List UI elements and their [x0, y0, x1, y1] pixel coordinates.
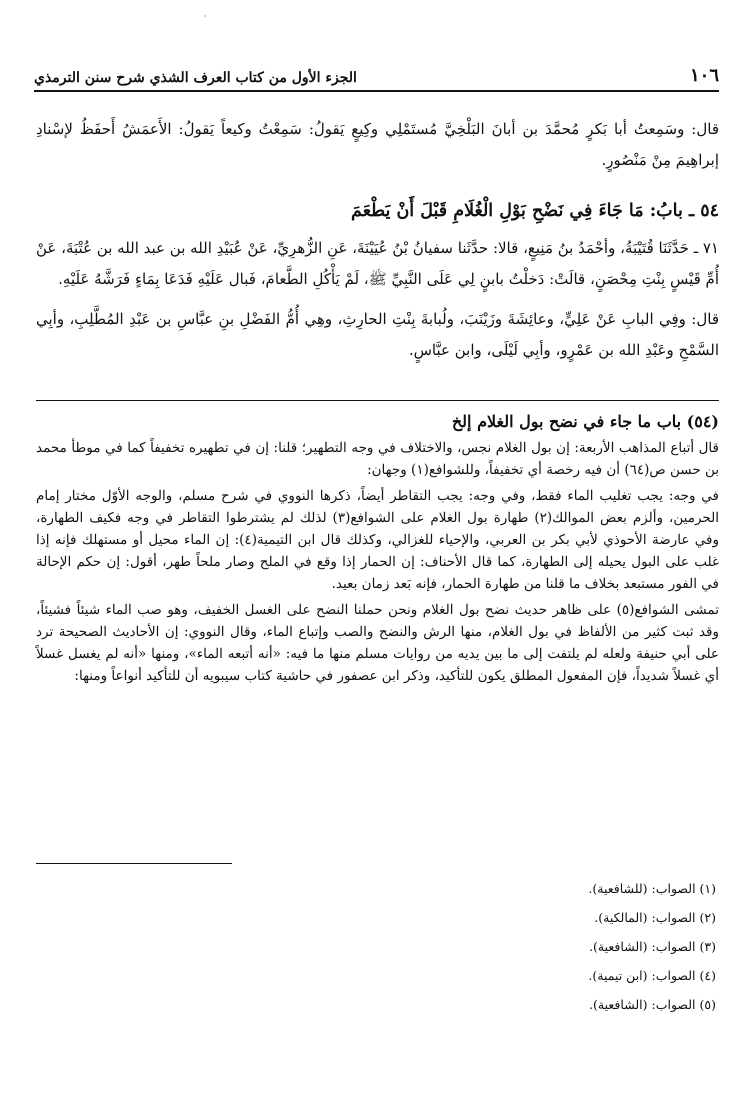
footnote: (٤) الصواب: (ابن تيمية). — [588, 968, 716, 983]
footnote: (٢) الصواب: (المالكية). — [594, 910, 716, 925]
commentary-paragraph: في وجه: يجب تغليب الماء فقط، وفي وجه: يجب التقاطر أيضاً، ذكرها النووي في شرح مسلم، والوجه الأوّل مختار إمام الحرمين، وألزم بعض الموالك(٢) طهارة بول الغلام على الشوافع(٣) لذلك لم يشترطوا التقاطر في وجه فكيف الطهارة، وفي عارضة الأحوذي لأبي بكر بن العربي، والإحياء للغزالي، وكذلك قال ابن التيمية(٤): إن الماء محيل أو مستهلك فإنه إذا غلب على البول يحيله إلى الطهارة، كما قال الأحناف: إن الحمار إذا وقع في الملح وصار ملحاً طهر، أقول: إن حكم الإحالة في الفور مستبعد بخلاف ما قلنا من طهارة الحمار، فإنه بَعد زمان بعيد. — [36, 488, 719, 592]
section-divider — [36, 400, 719, 401]
bab-note-paragraph: قال: وفِي البابِ عَنْ عَلِيٍّ، وعائِشَةَ وزَيْنَبَ، ولُبابةَ بِنْتِ الحارِثِ، وهِي أُمُّ الفَضْلِ بنِ عبَّاسِ بن عَبْدِ المُطَّلِبِ، وأبِي السَّمْحِ وعَبْدِ الله بن عَمْرٍو، وأبِي لَيْلَى، وابن عبَّاسٍ. — [36, 310, 719, 359]
intro-paragraph: قال: وسَمِعتُ أبا بَكرٍ مُحمَّدَ بن أبانَ البَلْخِيَّ مُستَمْلِي وكِيعٍ يَقولُ: سَمِعْتُ وكيعاً يَقولُ: الأَعمَشُ أَحفَظُ لإسْنادِ إبراهِيمَ مِنْ مَنْصُورٍ. — [36, 120, 719, 169]
commentary-heading: (٥٤) باب ما جاء في نضح بول الغلام إلخ — [451, 412, 719, 431]
commentary-paragraph: قال أتباع المذاهب الأربعة: إن بول الغلام نجس، والاختلاف في وجه التطهير؛ قلنا: إن في تطهيره تخفيفاً كما في موطأ محمد بن حسن ص(٦٤) أن فيه رخصة أي تخفيفاً، وللشوافع(١) وجهان: — [36, 440, 719, 478]
commentary-paragraph: تمشى الشوافع(٥) على ظاهر حديث نضح بول الغلام ونحن حملنا النضح على الغسل الخفيف، وهو صب الماء شيئاً فشيئاً، وقد ثبت كثير من الألفاظ في بول الغلام، منها الرش والنضح والصب وإتباع الماء، وقال النووي: إن الأحاديث الصحيحة ترد على أبي حنيفة ولعله لم يلتفت إلى ما بين يديه من روايات مسلم منها ما فيه: «أنه أتبعه الماء»، ومنها «أنه لم يغسل غسلاً أي غسلاً شديداً، فإن المفعول المطلق يكون للتأكيد، وذكر ابن عصفور في حاشية كتاب سيبويه أن للتأكيد أنواعاً ومنها: — [36, 602, 719, 684]
footnote: (٥) الصواب: (الشافعية). — [589, 997, 716, 1012]
chapter-block — [36, 196, 719, 366]
footnote-rule — [36, 863, 232, 864]
commentary-block — [36, 412, 719, 691]
hadith-paragraph: ٧١ ـ حَدَّثَنَا قُتَيْبَةُ، وأحْمَدُ بنُ مَنِيعٍ، قالا: حدَّثَنا سفيانُ بْنُ عُيَيْنَةَ، عَنِ الزُّهرِيِّ، عَنْ عُبَيْدِ الله بن عبد الله بن عُتْبَةَ، عَنْ أُمِّ قَيْسٍ بِنْتِ مِحْصَنٍ، قالَتْ: دَخلْتُ بابنٍ لِي عَلَى النَّبِيِّ ﷺ، لَمْ يَأْكُلِ الطَّعامَ، فَبال عَلَيْهِ فَدَعَا بِمَاءٍ فَرَشَّهُ عَلَيْهِ. — [36, 239, 719, 288]
scan-mark: · — [204, 12, 207, 21]
footnotes — [588, 874, 716, 1019]
footnote: (١) الصواب: (للشافعية). — [588, 881, 716, 896]
page-number: ١٠٦ — [689, 65, 719, 86]
intro-block — [36, 114, 719, 176]
page-header — [34, 58, 719, 92]
chapter-heading: ٥٤ ـ بابُ: مَا جَاءَ فِي نَضْحِ بَوْلِ الْغُلَامِ قَبْلَ أَنْ يَطْعَمَ — [351, 201, 719, 221]
footnote: (٣) الصواب: (الشافعية). — [589, 939, 716, 954]
running-title: الجزء الأول من كتاب العرف الشذي شرح سنن الترمذي — [34, 70, 357, 86]
